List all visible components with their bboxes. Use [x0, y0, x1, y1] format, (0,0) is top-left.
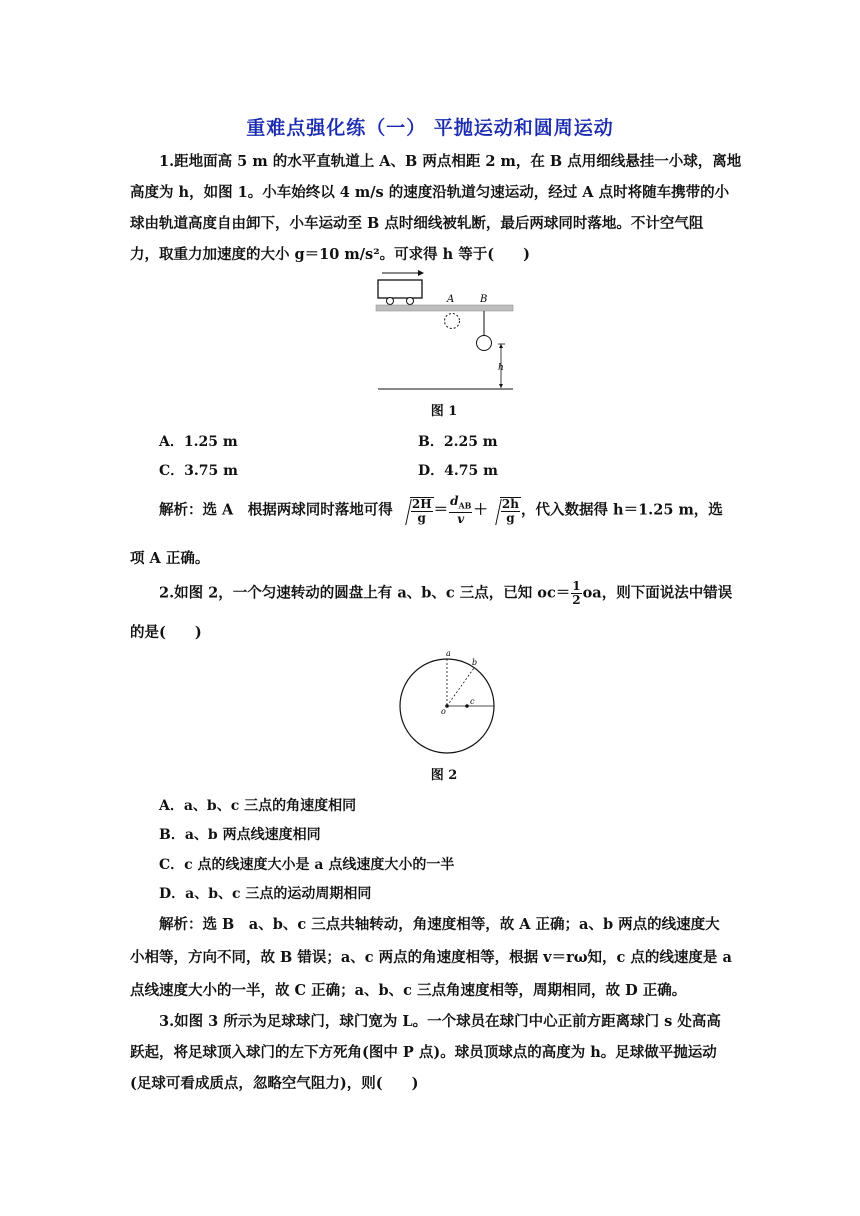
label-a-point: a [446, 649, 451, 658]
q3-stem-line-2: 跃起，将足球顶入球门的左下方死角(图中 P 点)。球员顶球点的高度为 h。足球做平抛运动 [130, 1044, 717, 1061]
label-o-point: o [441, 707, 446, 716]
figure-2-diagram [392, 648, 502, 758]
fraction-one-half: $\frac{1}{2}$ [572, 579, 581, 607]
q3-stem-line-3: (足球可看成质点，忽略空气阻力)，则( ) [130, 1075, 419, 1092]
label-h: h [498, 363, 504, 373]
q2-analysis-line-3: 点线速度大小的一半，故 C 正确；a、b、c 三点角速度相等，周期相同，故 D 正确。 [130, 982, 687, 999]
q1-analysis: 解析：选 A 根据两球同时落地可得 $\frac{2H}{g}$ ＝ $\frac{d_{AB}}{v}$ ＋ $\frac{2h}{g}$ ，代入数据得 h＝1.25 m，选 [159, 494, 723, 527]
label-b-point: b [472, 658, 478, 667]
q2-option-c: C．c 点的线速度大小是 a 点线速度大小的一半 [159, 857, 455, 873]
q1-analysis-line-2: 项 A 正确。 [130, 550, 210, 567]
q2-option-b: B．a、b 两点线速度相同 [159, 827, 321, 843]
q1-option-c: C．3.75 m [159, 463, 238, 479]
q1-analysis-suffix: ，代入数据得 h＝1.25 m，选 [521, 501, 723, 519]
q1-option-d: D．4.75 m [418, 463, 498, 479]
q2-stem-line-2: 的是( ) [130, 624, 202, 641]
q2-option-d: D．a、b、c 三点的运动周期相同 [159, 886, 372, 902]
q1-option-b: B．2.25 m [418, 434, 498, 450]
sqrt-2hh-over-g: $\frac{2h}{g}$ [488, 497, 521, 525]
q2-stem-line-1: 2.如图 2，一个匀速转动的圆盘上有 a、b、c 三点，已知 oc＝ $\frac{1}{2}$ oa，则下面说法中错误 [159, 579, 733, 607]
q1-stem-line-4: 力，取重力加速度的大小 g＝10 m/s²。可求得 h 等于( ) [130, 246, 530, 263]
q2-analysis-line-1: 解析：选 B a、b、c 三点共轴转动，角速度相等，故 A 正确；a、b 两点的线速度大 [159, 916, 720, 933]
label-b: B [480, 294, 488, 305]
sqrt-2h-over-g: $\frac{2H}{g}$ [398, 497, 434, 525]
figure-1-caption: 图 1 [430, 404, 458, 419]
label-c-point: c [470, 697, 475, 706]
figure-2-caption: 图 2 [430, 768, 458, 783]
q1-analysis-prefix: 解析：选 A 根据两球同时落地可得 [159, 501, 393, 519]
q1-option-a: A．1.25 m [159, 434, 238, 450]
q3-stem-line-1: 3.如图 3 所示为足球球门，球门宽为 L。一个球员在球门中心正前方距离球门 s 处高高 [159, 1013, 721, 1030]
q2-option-a: A．a、b、c 三点的角速度相同 [159, 798, 357, 814]
q1-stem-line-3: 球由轨道高度自由卸下，小车运动至 B 点时细线被轧断，最后两球同时落地。不计空气阻 [130, 215, 704, 232]
q1-stem-line-1: 1.距地面高 5 m 的水平直轨道上 A、B 两点相距 2 m，在 B 点用细线悬挂一小球，离地 [159, 153, 742, 170]
label-a: A [447, 294, 455, 305]
page-title: 重难点强化练（一） 平抛运动和圆周运动 [246, 117, 614, 139]
q1-stem-line-2: 高度为 h，如图 1。小车始终以 4 m/s 的速度沿轨道匀速运动，经过 A 点时将随车携带的小 [130, 184, 730, 201]
figure-1-diagram [370, 268, 520, 394]
q2-analysis-line-2: 小相等，方向不同，故 B 错误；a、c 两点的角速度相等，根据 v＝rω知，c 点的线速度是 a [130, 949, 732, 966]
